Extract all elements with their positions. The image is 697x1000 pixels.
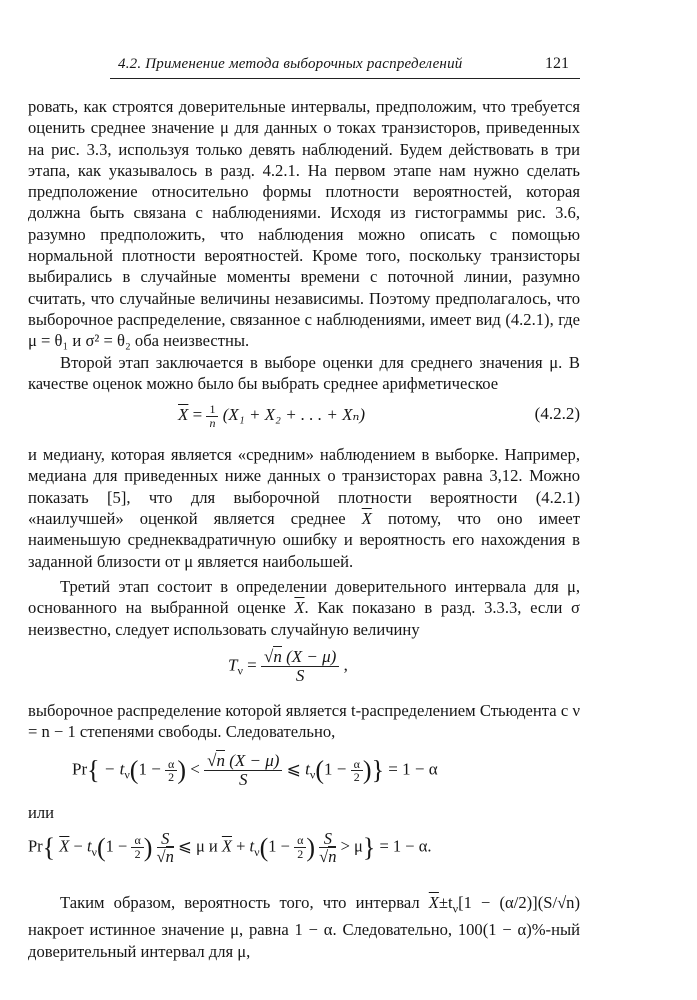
x-bar-inline: $\overline{X}$ [294, 598, 305, 618]
equation-probability-2 [28, 826, 580, 880]
equation-number: (4.2.2) [534, 404, 580, 424]
paragraph-5: выборочное распределение которой является t-распределением Стьюдента с ν = n − 1 степенями свободы. Следовательно, [28, 700, 580, 742]
sum-expression: (X₁ + X₂ + . . . + Xₙ) [222, 405, 366, 425]
x-bar-inline: $\overline{X}$ [361, 509, 372, 529]
x-bar: $\overline{X}$ [178, 405, 189, 425]
fraction-1-over-n: $\frac{1}{n}$ [206, 403, 218, 429]
page-number: 121 [545, 55, 569, 72]
t-statistic-body: $T_\nu$ = $\frac{√n (X - \mu)}{S}$ , [228, 646, 348, 685]
equation-4-2-2-body: $\overline{X}$ = $\frac{1}{n}$ (X₁ + X₂ + . . . + Xₙ) [178, 402, 366, 430]
equation-t-statistic [28, 644, 580, 696]
paragraph-7: Таким образом, вероятность того, что интервал $\overline{X}\pm t_\nu[1 - (\alpha/2)](S/√n)$ накроет истинное значение μ, равна 1 − α. Следовательно, 100(1 − α)%-ный доверительный интервал для μ, [28, 892, 580, 961]
running-head: 4.2. Применение метода выборочных распределений [118, 56, 463, 72]
equation-4-2-2 [28, 396, 580, 436]
paragraph-or: или [28, 803, 55, 823]
paragraph-1: ровать, как строятся доверительные интервалы, предположим, что требуется оценить среднее значение μ для данных о токах транзисторов, приведенных на рис. 3.3, используя только девять наблюдений. Будем действовать в три этапа, как указывалось в разд. 4.2.1. На первом этапе нам нужно сделать предположение относительно формы плотности вероятностей, которая должна быть связана с наблюдениями. Исходя из гистограммы рис. 3.6, разумно предположить, что наблюдения можно описать с помощью нормальной плотности вероятностей. Кроме того, поскольку транзисторы выбирались в случайные моменты времени с поточной линии, разумно считать, что случайные величины независимы. Поэтому предполагалось, что выборочное распределение, связанное с наблюдениями, имеет вид (4.2.1), где μ = θ₁ и σ² = θ₂ оба неизвестны. [28, 97, 580, 351]
probability-1-body: $Pr\{ - t_\nu(1$ − $\frac{\alpha}{2}$ ) < $\frac{√n (X - \mu)}{S}$ ⩽ $t_\nu(1$ − $\frac{\alpha}{2}$ )} = 1 − α [72, 751, 438, 790]
equation-probability-1 [28, 748, 580, 800]
t-statistic-fraction: $\frac{√n (X - \mu)}{S}$ [261, 648, 339, 685]
paragraph-2: Второй этап заключается в выборе оценки для среднего значения μ. В качестве оценок можно было бы выбрать среднее арифметическое [28, 352, 580, 393]
header-rule [110, 78, 580, 79]
body-text [28, 96, 580, 962]
paragraph-3: и медиану, которая является «средним» наблюдением в выборке. Например, медиана для приведенных ниже данных о транзисторах равна 3,12. Можно показать [5], что для выборочной плотности вероятности (4.2.1) «наилучшей» оценкой является среднее $\overline{X}$ потому, что оно имеет наименьшую среднеквадратичную ошибку и вероятность его нахождения в заданной близости от μ является наибольшей. [28, 445, 580, 571]
probability-2-body: Pr{ $\overline{X} - t_\nu(1$ − $\frac{\alpha}{2}$ ) $\frac{S}{√n}$ ⩽ μ и $\overline{X} + t_\nu(1$ − $\frac{\alpha}{2}$ ) $\frac{S}{√n}$ > μ} = 1 − α. [28, 828, 432, 867]
paragraph-4: Третий этап состоит в определении доверительного интервала для μ, основанного на выбранной оценке $\overline{X}$. Как показано в разд. 3.3.3, если σ неизвестно, следует использовать случайную величину [28, 576, 580, 639]
